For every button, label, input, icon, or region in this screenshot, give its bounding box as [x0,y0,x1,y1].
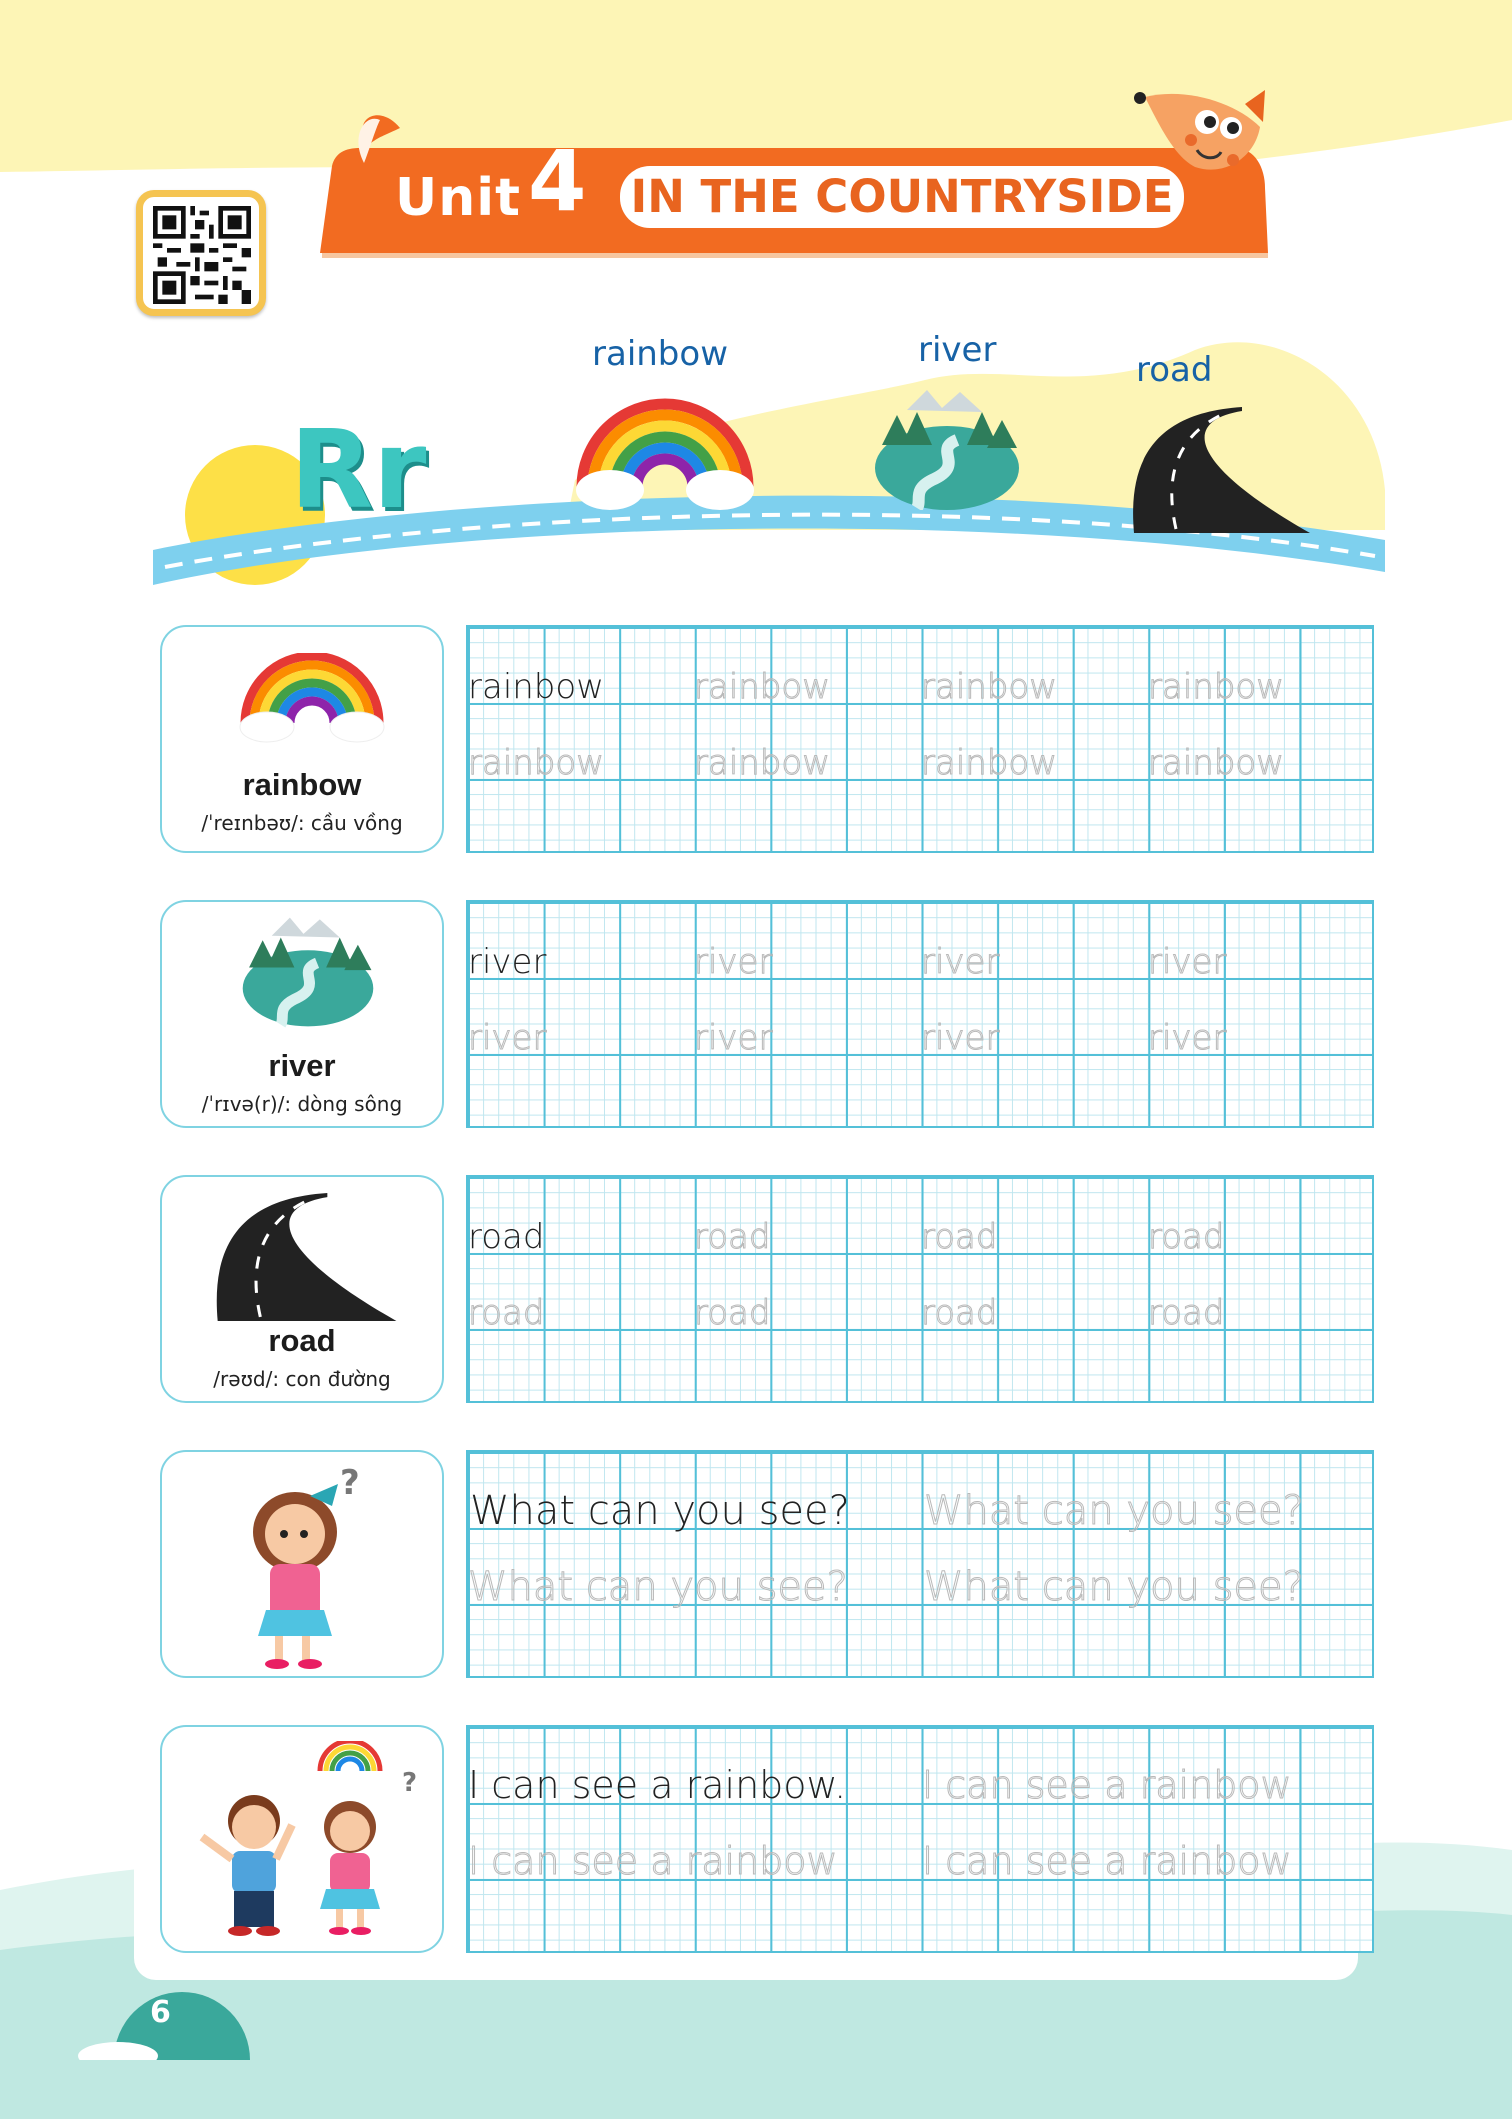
qr-code[interactable] [136,190,266,316]
trace-word[interactable]: rainbow [468,743,604,783]
trace-word[interactable]: river [1148,942,1227,982]
word-card-river [160,900,444,1128]
trace-word[interactable]: river [921,1018,1000,1058]
scene-word-road: road [1136,350,1213,390]
card-word: river [268,1048,336,1083]
writing-grid-rainbow[interactable] [466,625,1374,853]
model-word: river [468,942,547,982]
unit-label: Unit [395,168,521,228]
trace-word[interactable]: river [468,1018,547,1058]
rainbow-icon [572,392,758,514]
scene-word-rainbow: rainbow [592,334,728,374]
page-number: 6 [150,1995,171,2030]
trace-sentence[interactable]: I can see a rainbow [922,1763,1292,1807]
card-ipa: /ˈrɪvə(r)/: dòng sông [201,1092,403,1116]
svg-text:?: ? [340,1463,360,1503]
trace-word[interactable]: road [921,1293,998,1333]
card-ipa: /ˈreɪnbəʊ/: cầu vồng [201,811,403,835]
trace-word[interactable]: road [694,1293,771,1333]
word-card-rainbow [160,625,444,853]
trace-sentence[interactable]: I can see a rainbow [468,1839,838,1883]
trace-word[interactable]: rainbow [921,743,1057,783]
trace-word[interactable]: river [694,942,773,982]
card-word: rainbow [242,767,362,802]
writing-grid-answer[interactable] [466,1725,1374,1953]
unit-number: 4 [528,132,587,230]
scene-word-river: river [918,330,997,370]
question-card [160,1450,444,1678]
trace-word[interactable]: road [468,1293,545,1333]
trace-word[interactable]: rainbow [1148,667,1284,707]
boy-and-girl-icon [192,1741,422,1947]
trace-word[interactable]: road [1148,1217,1225,1257]
unit-title: IN THE COUNTRYSIDE [630,170,1174,223]
qr-code-pattern [153,206,251,304]
rainbow-icon [237,653,387,743]
model-word: road [468,1217,545,1257]
trace-word[interactable]: river [1148,1018,1227,1058]
trace-sentence[interactable]: I can see a rainbow [922,1839,1292,1883]
writing-grid-river[interactable] [466,900,1374,1128]
answer-card [160,1725,444,1953]
trace-sentence[interactable]: What can you see? [924,1564,1304,1610]
road-icon [1130,405,1310,535]
trace-word[interactable]: road [1148,1293,1225,1333]
writing-grid-question[interactable] [466,1450,1374,1678]
model-sentence: I can see a rainbow. [468,1763,847,1807]
trace-sentence[interactable]: What can you see? [924,1488,1304,1534]
trace-word[interactable]: rainbow [1148,743,1284,783]
trace-word[interactable]: road [694,1217,771,1257]
trace-word[interactable]: river [694,1018,773,1058]
trace-word[interactable]: rainbow [694,743,830,783]
trace-word[interactable]: road [921,1217,998,1257]
card-ipa: /rəʊd/: con đường [213,1367,391,1391]
letter-rr: Rr [290,408,427,533]
model-word: rainbow [468,667,604,707]
writing-grid-road[interactable] [466,1175,1374,1403]
river-icon [872,390,1022,510]
trace-word[interactable]: rainbow [694,667,830,707]
trace-word[interactable]: rainbow [921,667,1057,707]
svg-text:?: ? [402,1768,418,1798]
word-card-road [160,1175,444,1403]
card-word: road [268,1323,336,1358]
thinking-girl-icon [240,1460,370,1672]
trace-word[interactable]: river [921,942,1000,982]
trace-sentence[interactable]: What can you see? [468,1564,848,1610]
road-icon [210,1191,400,1323]
model-sentence: What can you see? [470,1488,850,1534]
river-icon [240,916,376,1028]
